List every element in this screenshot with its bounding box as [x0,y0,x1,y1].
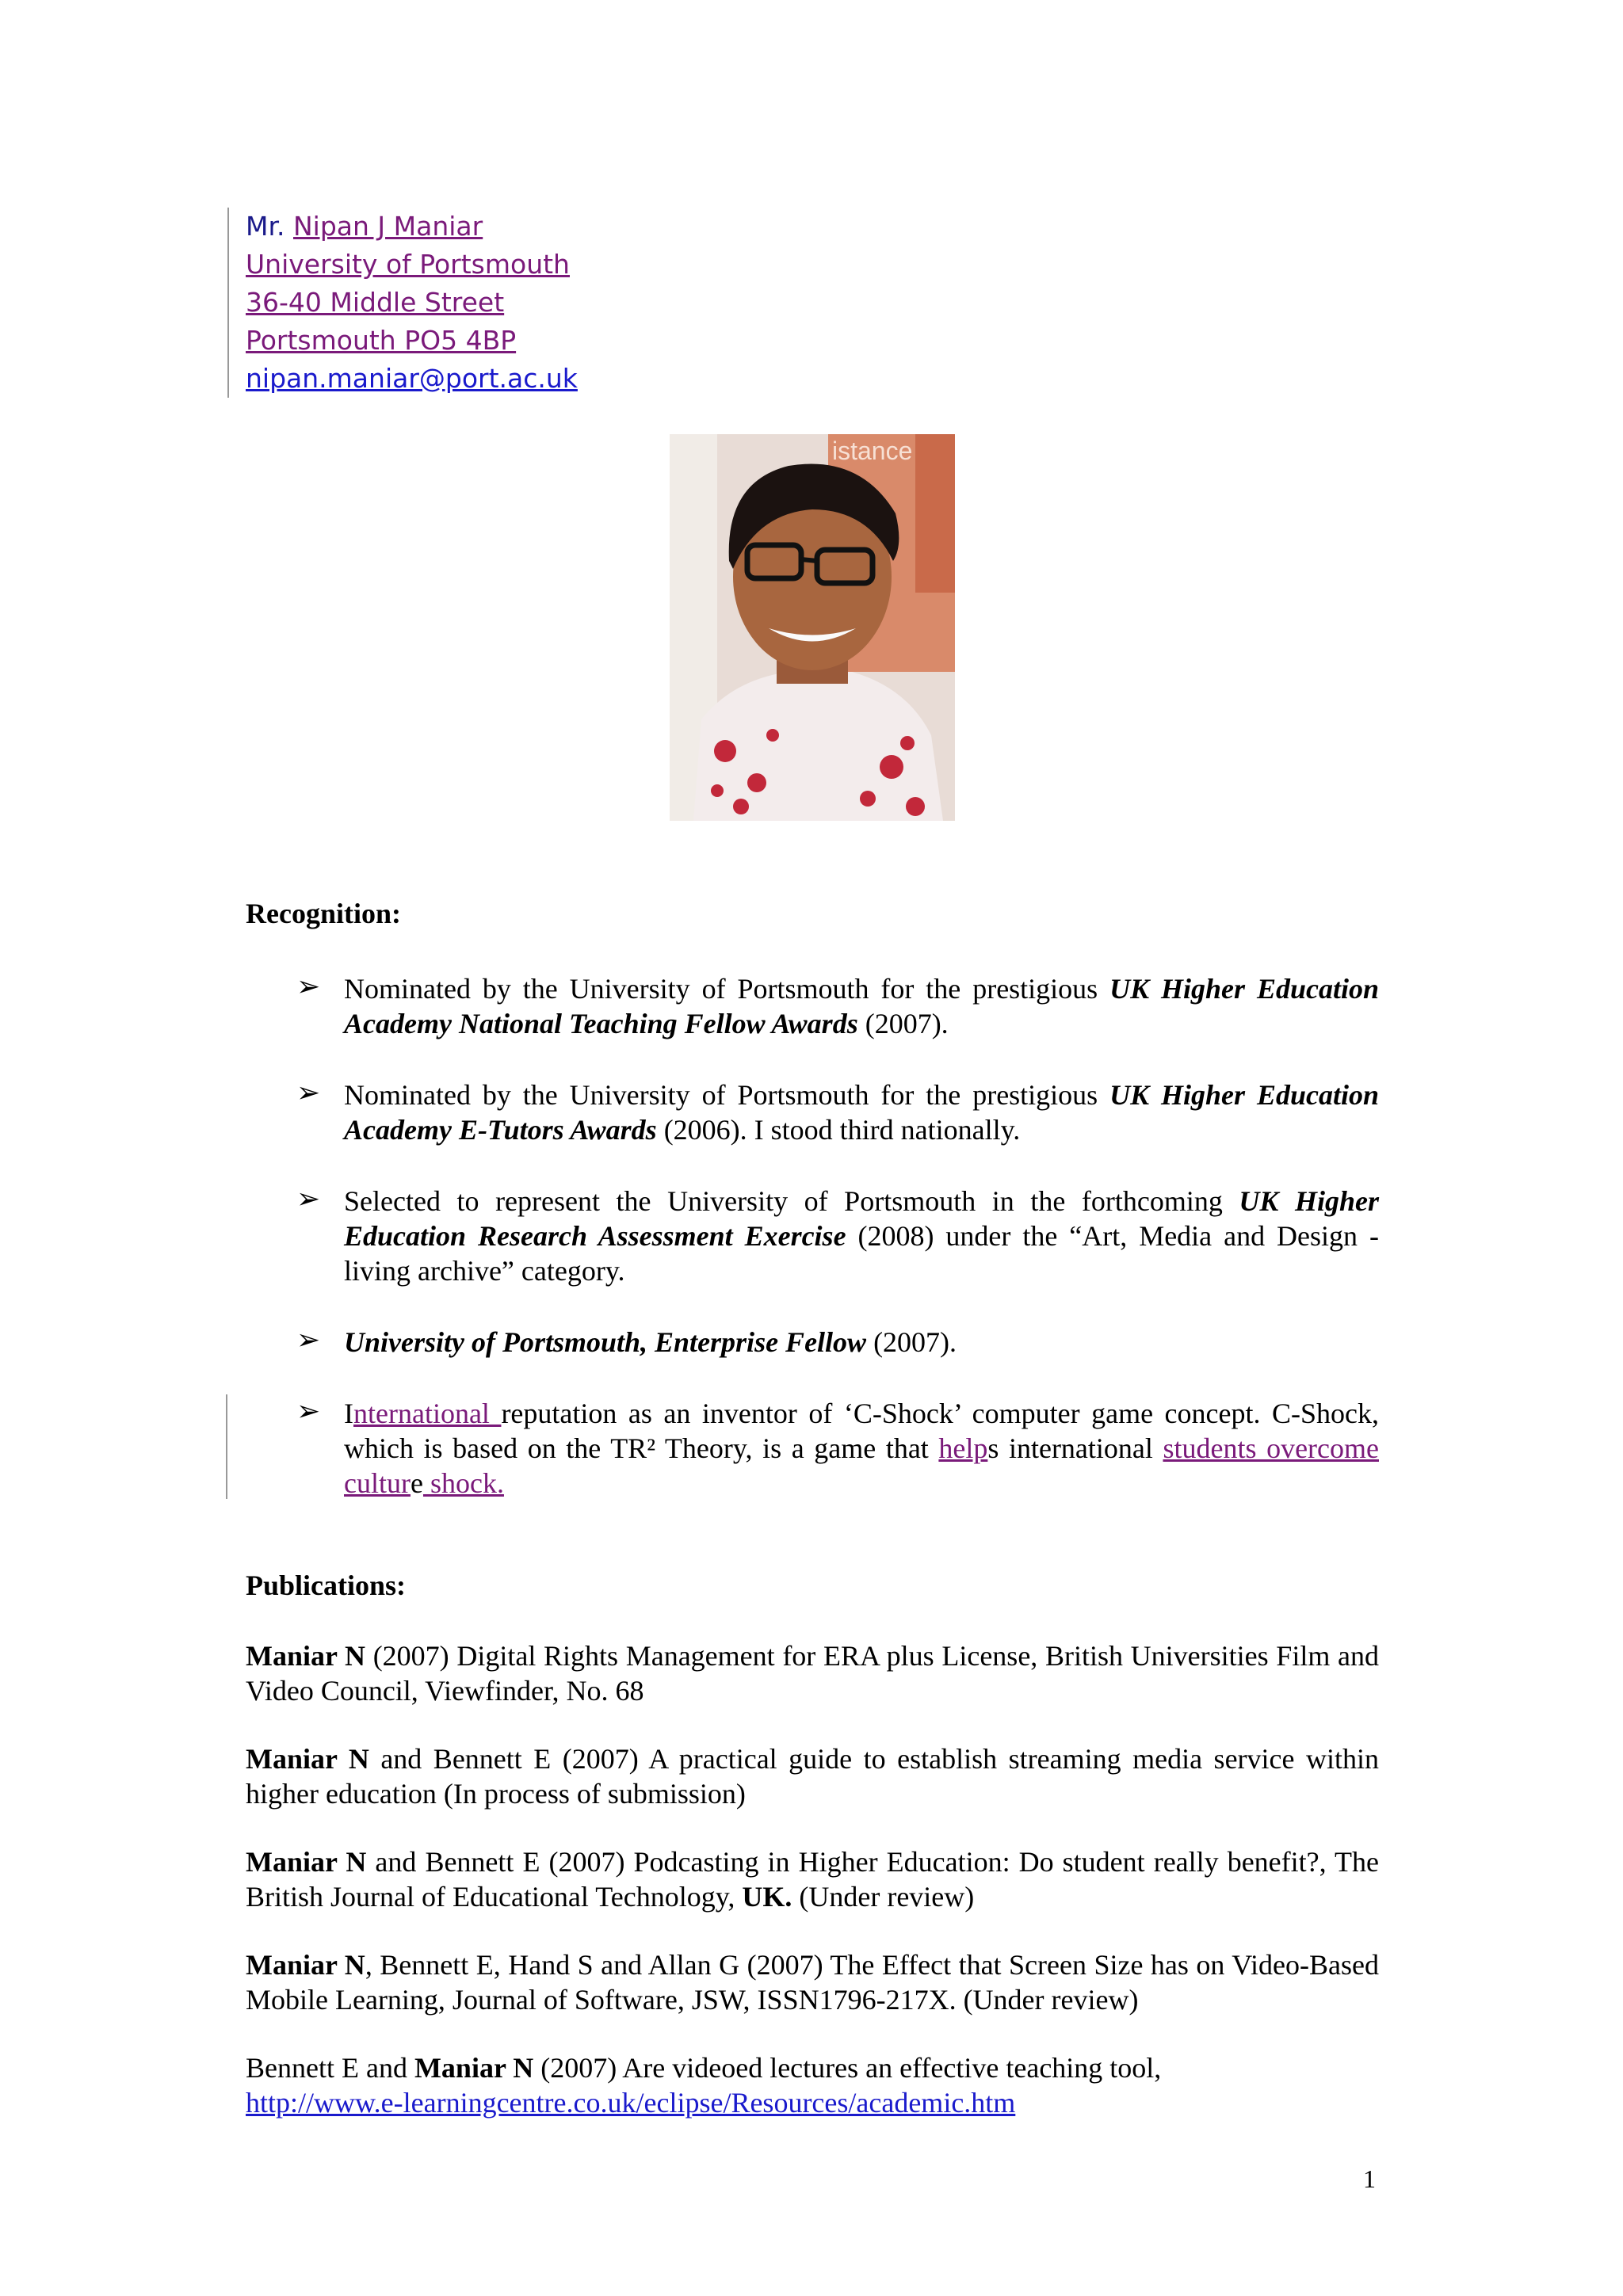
recognition-item-2: Nominated by the University of Portsmouth for the prestigious UK Higher Education Academy E-Tutors Awards (2006). I stood third nationally. [344,1079,1379,1146]
international-link[interactable]: nternational [353,1398,502,1429]
recognition-item-5: International reputation as an inventor of ‘C-Shock’ computer game concept. C-Shock, which is based on the TR² Theory, is a game that helps international students overcome culture shock. [344,1398,1379,1499]
recognition-item-1: Nominated by the University of Portsmouth for the prestigious UK Higher Education Academy National Teaching Fellow Awards (2007). [344,973,1379,1039]
honorific: Mr. [246,211,293,242]
address-block [246,208,578,398]
email-link[interactable]: nipan.maniar@port.ac.uk [246,363,578,394]
street-link[interactable]: 36-40 Middle Street [246,287,505,318]
portrait-photo-icon [670,434,955,821]
page-number: 1 [1363,2164,1376,2193]
bullet-icon: ➢ [296,1395,321,1427]
recognition-item-4: University of Portsmouth, Enterprise Fellow (2007). [344,1326,957,1358]
bullet-icon: ➢ [296,1183,321,1215]
bullet-icon: ➢ [296,1077,321,1108]
eclipse-resources-link[interactable]: http://www.e-learningcentre.co.uk/eclipse/Resources/academic.htm [246,2087,1016,2119]
recognition-heading: Recognition: [246,898,401,929]
publication-item-5: Bennett E and Maniar N (2007) Are videoed lectures an effective teaching tool, http://www.e-learningcentre.co.uk/eclipse/Resources/academic.htm [246,2052,1162,2119]
city-link[interactable]: Portsmouth PO5 4BP [246,325,517,356]
revision-bar-address [227,208,229,398]
shock-link[interactable]: shock. [422,1467,504,1499]
publication-item-1: Maniar N (2007) Digital Rights Management for ERA plus License, British Universities Film and Video Council, Viewfinder, No. 68 [246,1640,1379,1707]
bullet-icon: ➢ [296,971,321,1002]
recognition-item-3: Selected to represent the University of Portsmouth in the forthcoming UK Higher Education Research Assessment Exercise (2008) under the “Art, Media and Design - living archive” category. [344,1185,1379,1287]
photo-background-text: istance [832,437,913,465]
publications-heading: Publications: [246,1569,407,1601]
publication-item-4: Maniar N, Bennett E, Hand S and Allan G (2007) The Effect that Screen Size has on Video-Based Mobile Learning, Journal of Software, JSW, ISSN1796-217X. (Under review) [246,1949,1380,2016]
publication-item-2: Maniar N and Bennett E (2007) A practical guide to establish streaming media service within higher education (In process of submission) [246,1743,1379,1810]
institution-link[interactable]: University of Portsmouth [246,249,570,280]
bullet-icon: ➢ [296,1324,321,1356]
students-link[interactable]: students overcome cultur [344,1432,1379,1499]
portrait-photo [670,434,955,821]
publication-item-3: Maniar N and Bennett E (2007) Podcasting in Higher Education: Do student really benefit?, The British Journal of Educational Technology, UK. (Under review) [246,1846,1379,1913]
help-link[interactable]: help [938,1432,988,1464]
name-line [246,208,578,246]
name-link[interactable]: Nipan J Maniar [293,211,483,242]
revision-bar-recognition [226,1394,227,1499]
